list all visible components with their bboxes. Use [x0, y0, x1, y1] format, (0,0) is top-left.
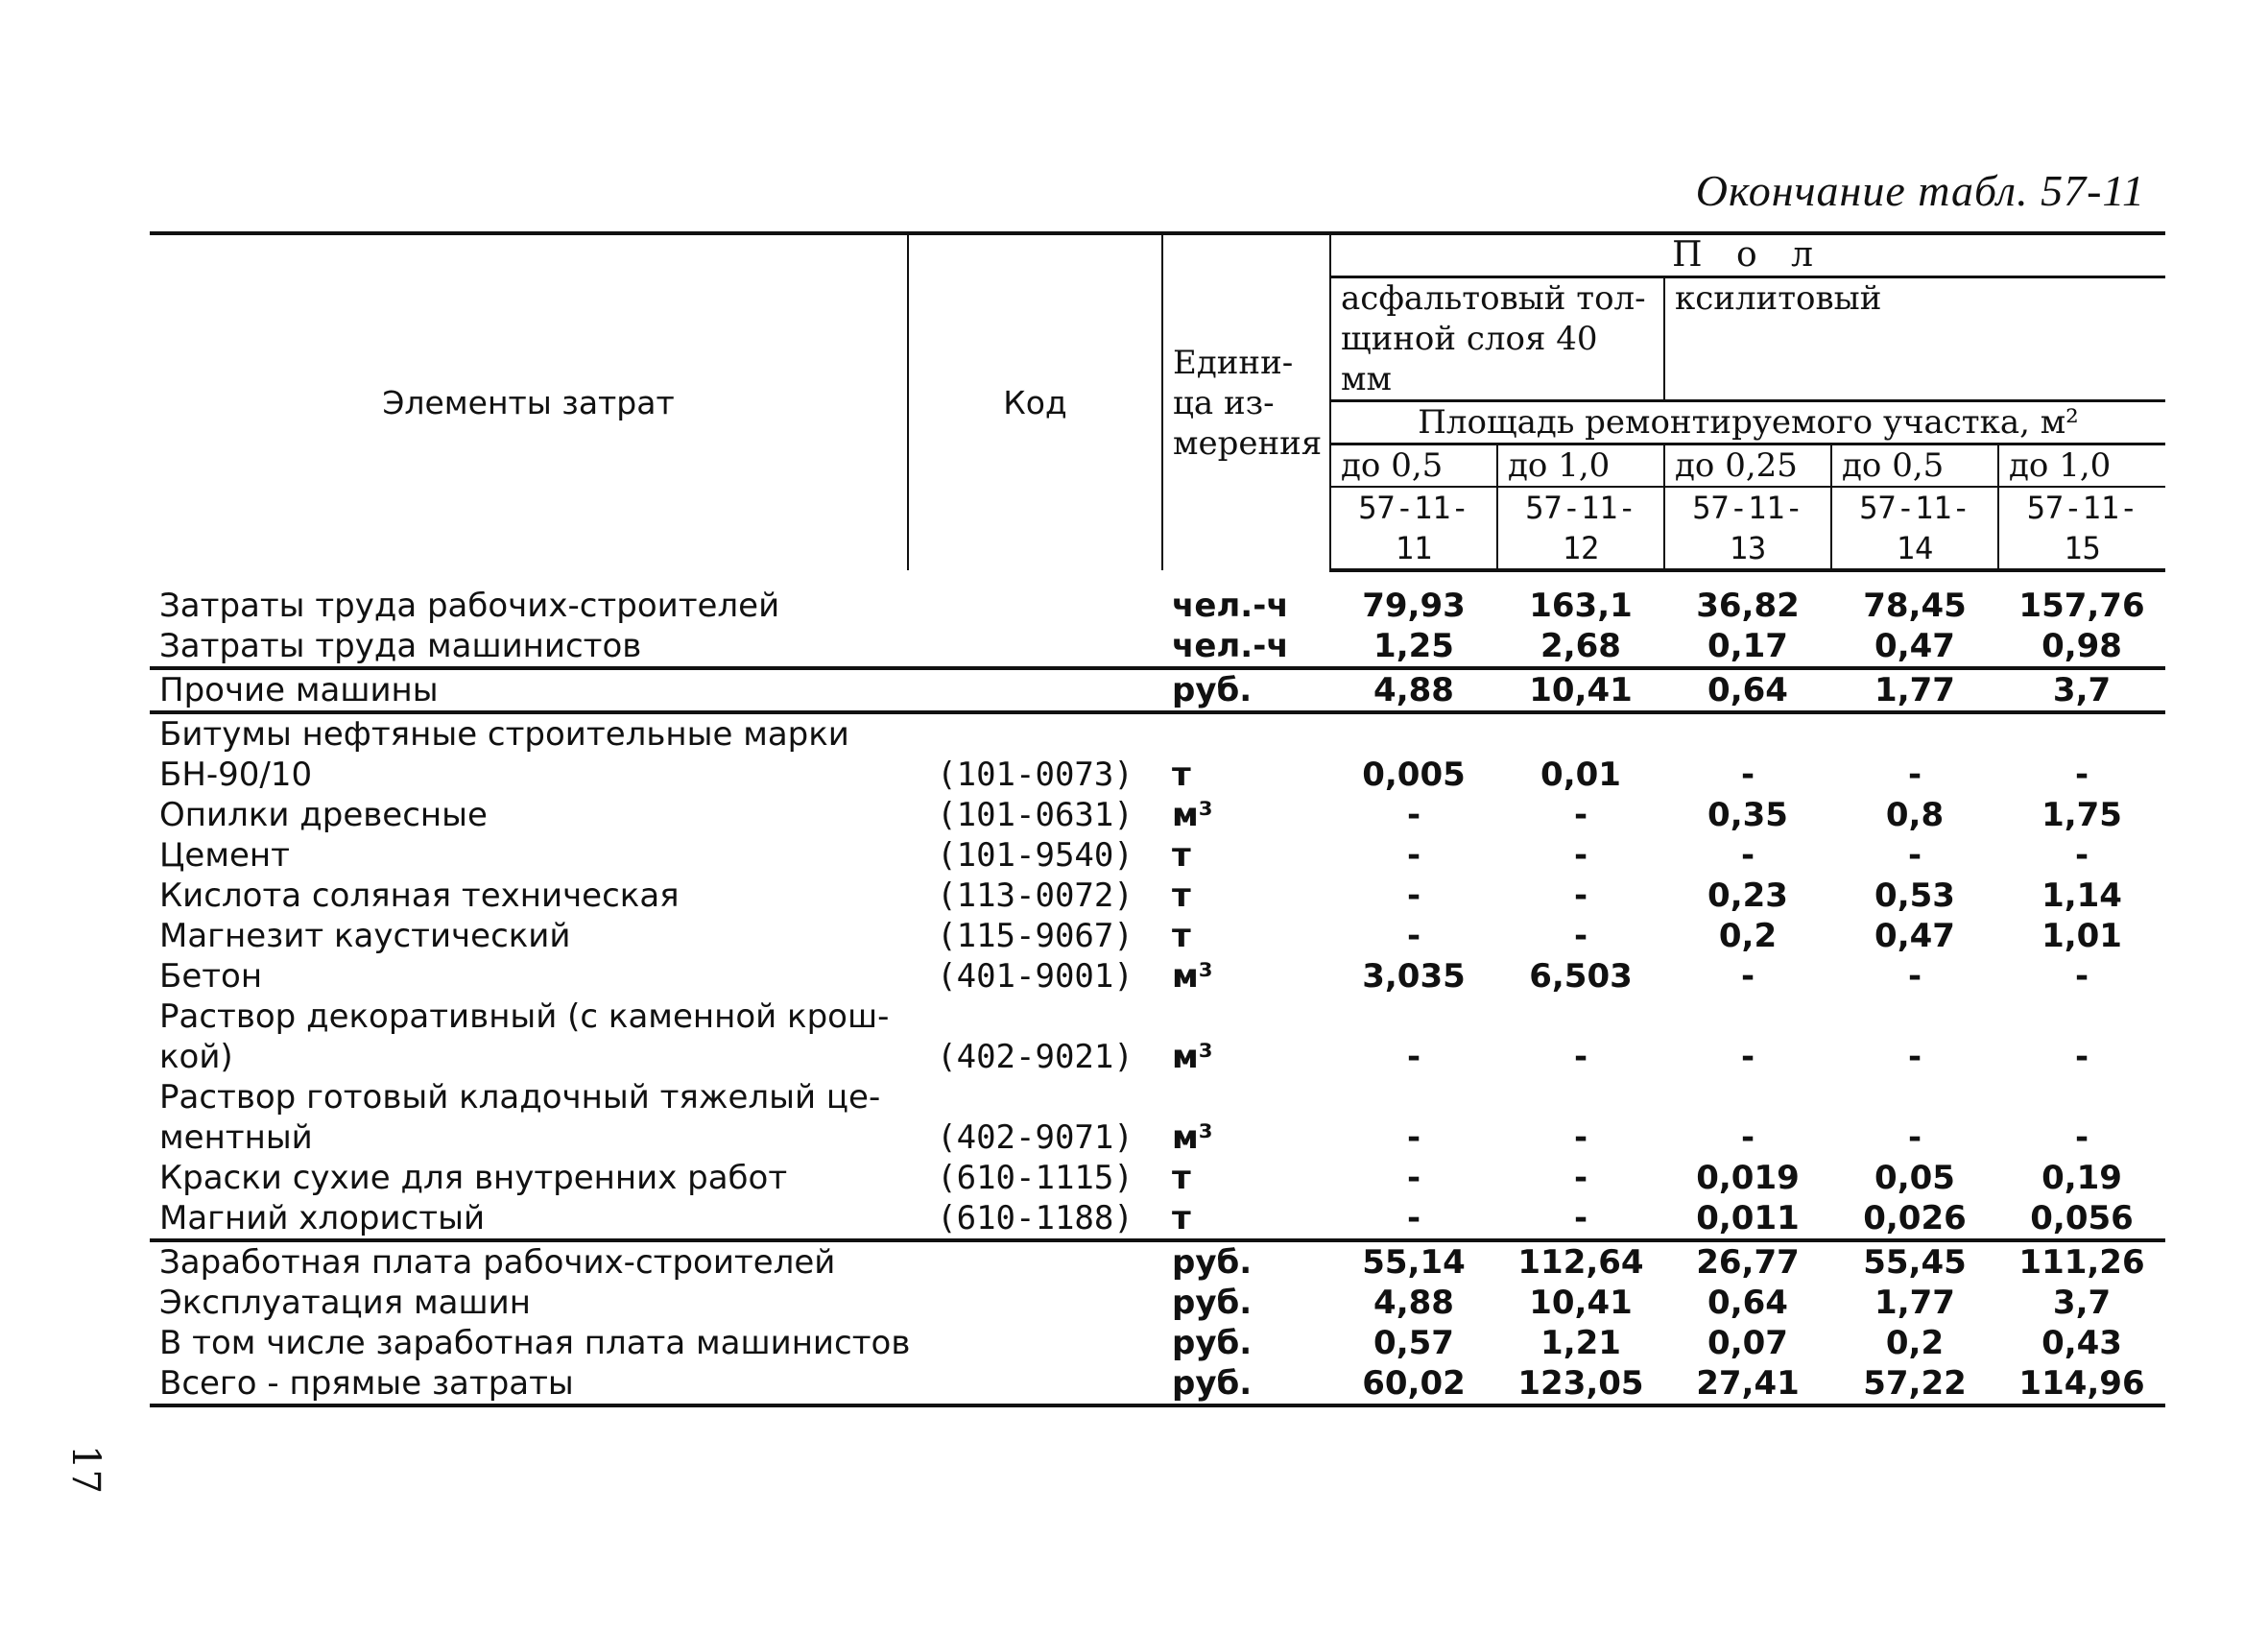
- row-value: 111,26: [2018, 1243, 2145, 1282]
- row-value: -: [2074, 1038, 2089, 1076]
- row-name: Краски сухие для внутренних работ: [159, 1159, 788, 1197]
- row-value: 0,53: [1874, 877, 1955, 915]
- header-limit: до 1,0: [1998, 444, 2165, 488]
- table-header: [150, 233, 2165, 570]
- row-value: -: [1406, 1159, 1421, 1197]
- row-value: -: [1907, 957, 1922, 996]
- row-value: -: [2074, 1118, 2089, 1157]
- table-caption: Окончание табл. 57-11: [1695, 166, 2145, 215]
- row-value: -: [1907, 756, 1922, 794]
- row-value: -: [1740, 756, 1755, 794]
- table-row: [150, 997, 2165, 1077]
- row-value: 0,47: [1874, 917, 1955, 955]
- row-value: 1,75: [2041, 796, 2122, 834]
- header-floor-xylolite: ксилитовый: [1664, 277, 2165, 401]
- header-floor-asphalt: [1330, 277, 1664, 401]
- row-code: [908, 668, 1162, 712]
- row-unit: т: [1162, 1198, 1330, 1240]
- table-row: [150, 876, 2165, 916]
- header-floor-line: щиной слоя 40 мм: [1341, 320, 1598, 398]
- row-name: Цемент: [159, 836, 290, 875]
- row-value: 26,77: [1696, 1243, 1800, 1282]
- row-value: -: [2074, 836, 2089, 875]
- cost-table: [150, 231, 2165, 1407]
- row-value: -: [1406, 1038, 1421, 1076]
- row-name-line: Битумы нефтяные строительные марки: [159, 715, 849, 754]
- row-value: 0,57: [1373, 1324, 1454, 1362]
- row-value: 0,17: [1664, 626, 1831, 668]
- row-code: (101-9540): [937, 836, 1134, 875]
- row-unit: т: [1172, 756, 1191, 794]
- row-value: 0,43: [2041, 1324, 2122, 1362]
- row-code: (402-9071): [937, 1118, 1134, 1157]
- row-unit: руб.: [1172, 1284, 1253, 1322]
- header-limit: до 0,5: [1330, 444, 1497, 488]
- row-value: -: [1907, 1118, 1922, 1157]
- row-value: 1,77: [1874, 1284, 1955, 1322]
- row-unit: руб.: [1162, 668, 1330, 712]
- row-code: (401-9001): [937, 957, 1134, 996]
- row-code: [908, 570, 1162, 626]
- row-value: 36,82: [1696, 587, 1800, 625]
- row-name-line: БН-90/10: [159, 756, 313, 794]
- row-value: -: [1740, 957, 1755, 996]
- row-value: -: [2074, 957, 2089, 996]
- row-name-line: ментный: [159, 1118, 313, 1157]
- row-name: Магнезит каустический: [159, 917, 571, 955]
- row-code: [908, 1363, 1162, 1405]
- row-value: -: [1406, 836, 1421, 875]
- row-value: 0,05: [1874, 1159, 1955, 1197]
- header-norm-code: 57-11-13: [1664, 487, 1831, 570]
- row-value: -: [1740, 1038, 1755, 1076]
- row-value: -: [1907, 836, 1922, 875]
- row-unit: чел.-ч: [1172, 587, 1289, 625]
- row-value: 0,01: [1540, 756, 1621, 794]
- row-value: -: [1573, 877, 1588, 915]
- row-unit: м³: [1172, 1118, 1213, 1157]
- row-name: Кислота соляная техническая: [159, 877, 680, 915]
- table-body: [150, 570, 2165, 1405]
- row-value: -: [1330, 1198, 1497, 1240]
- row-code: (101-0631): [937, 796, 1134, 834]
- row-code: (610-1115): [937, 1159, 1134, 1197]
- row-value: -: [1573, 917, 1588, 955]
- header-area: Площадь ремонтируемого участка, м²: [1330, 401, 2165, 444]
- header-norm-code: 57-11-15: [1998, 487, 2165, 570]
- header-limit: до 0,25: [1664, 444, 1831, 488]
- row-value: 0,07: [1707, 1324, 1788, 1362]
- row-name-line: кой): [159, 1038, 233, 1076]
- row-value: 27,41: [1664, 1363, 1831, 1405]
- row-code: [908, 1323, 1162, 1363]
- row-unit: т: [1172, 917, 1191, 955]
- row-unit: руб.: [1172, 1243, 1253, 1282]
- row-value: 1,21: [1540, 1324, 1621, 1362]
- row-value: 0,026: [1831, 1198, 1998, 1240]
- row-value: 0,005: [1362, 756, 1466, 794]
- table-row: [150, 1283, 2165, 1323]
- row-value: 4,88: [1330, 668, 1497, 712]
- table-row: [150, 712, 2165, 795]
- header-code: Код: [908, 233, 1162, 570]
- row-value: 0,19: [2041, 1159, 2122, 1197]
- row-value: 1,01: [2041, 917, 2122, 955]
- row-name: Бетон: [159, 957, 263, 996]
- table-row: [150, 795, 2165, 835]
- row-name: Затраты труда рабочих-строителей: [159, 587, 780, 625]
- row-name: Опилки древесные: [159, 796, 488, 834]
- row-value: 0,98: [1998, 626, 2165, 668]
- row-value: 60,02: [1330, 1363, 1497, 1405]
- row-value: 0,47: [1831, 626, 1998, 668]
- row-value: 10,41: [1497, 668, 1664, 712]
- header-unit-line: Едини-: [1173, 343, 1294, 382]
- header-pol: П о л: [1330, 233, 2165, 277]
- row-value: 0,64: [1664, 668, 1831, 712]
- row-code: (101-0073): [937, 756, 1134, 794]
- row-code: (115-9067): [937, 917, 1134, 955]
- row-value: 0,2: [1718, 917, 1778, 955]
- row-unit: руб.: [1172, 1324, 1253, 1362]
- row-value: 0,056: [1998, 1198, 2165, 1240]
- row-name: [150, 712, 908, 795]
- row-value: -: [2074, 756, 2089, 794]
- row-value: 157,76: [2018, 587, 2145, 625]
- row-value: 0,23: [1707, 877, 1788, 915]
- row-unit: м³: [1172, 957, 1213, 996]
- row-value: -: [1406, 917, 1421, 955]
- row-name: Магний хлористый: [150, 1198, 908, 1240]
- row-value: -: [1573, 836, 1588, 875]
- row-value: 1,77: [1831, 668, 1998, 712]
- row-name: Затраты труда машинистов: [150, 626, 908, 668]
- row-value: 10,41: [1529, 1284, 1633, 1322]
- header-floor-line: асфальтовый тол-: [1341, 279, 1646, 318]
- row-name: Заработная плата рабочих-строителей: [159, 1243, 836, 1282]
- row-value: 3,035: [1362, 957, 1466, 996]
- row-name-line: Раствор декоративный (с каменной крош-: [159, 997, 890, 1036]
- row-code: [908, 1283, 1162, 1323]
- row-value: 3,7: [2052, 1284, 2112, 1322]
- header-norm-code: 57-11-14: [1831, 487, 1998, 570]
- row-value: 78,45: [1863, 587, 1967, 625]
- table-row: [150, 956, 2165, 997]
- row-unit: чел.-ч: [1162, 626, 1330, 668]
- row-value: 1,25: [1330, 626, 1497, 668]
- row-value: 163,1: [1529, 587, 1633, 625]
- table-row: [150, 1323, 2165, 1363]
- row-value: 1,14: [2041, 877, 2122, 915]
- page-number: 17: [63, 1445, 107, 1494]
- table-row: [150, 570, 2165, 626]
- row-name: В том числе заработная плата машинистов: [159, 1324, 911, 1362]
- table-row: [150, 835, 2165, 876]
- row-value: 0,35: [1707, 796, 1788, 834]
- row-value: -: [1573, 1118, 1588, 1157]
- row-code: (402-9021): [937, 1038, 1134, 1076]
- row-unit: т: [1172, 1159, 1191, 1197]
- header-elements: Элементы затрат: [150, 233, 908, 570]
- table-row: [150, 668, 2165, 712]
- header-limit: до 0,5: [1831, 444, 1998, 488]
- row-value: 0,011: [1664, 1198, 1831, 1240]
- table-row: [150, 1198, 2165, 1240]
- header-limit: до 1,0: [1497, 444, 1664, 488]
- row-value: -: [1406, 1118, 1421, 1157]
- row-value: -: [1573, 1159, 1588, 1197]
- row-value: 55,45: [1863, 1243, 1967, 1282]
- row-value: 55,14: [1362, 1243, 1466, 1282]
- row-name: [150, 1077, 908, 1158]
- row-unit: м³: [1172, 796, 1213, 834]
- row-value: 57,22: [1831, 1363, 1998, 1405]
- table-row: [150, 1363, 2165, 1405]
- row-value: -: [1740, 1118, 1755, 1157]
- table-row: [150, 626, 2165, 668]
- row-value: 112,64: [1517, 1243, 1644, 1282]
- row-value: 6,503: [1529, 957, 1633, 996]
- row-value: 2,68: [1497, 626, 1664, 668]
- row-value: -: [1740, 836, 1755, 875]
- row-value: 0,2: [1885, 1324, 1945, 1362]
- row-name: Прочие машины: [150, 668, 908, 712]
- row-code: (113-0072): [937, 877, 1134, 915]
- header-unit-line: мерения: [1173, 423, 1323, 463]
- row-value: 123,05: [1497, 1363, 1664, 1405]
- row-value: 4,88: [1373, 1284, 1454, 1322]
- header-unit-line: ца из-: [1173, 383, 1275, 422]
- row-unit: м³: [1172, 1038, 1213, 1076]
- table-row: [150, 1077, 2165, 1158]
- row-name-line: Раствор готовый кладочный тяжелый це-: [159, 1078, 881, 1117]
- row-value: 3,7: [1998, 668, 2165, 712]
- row-value: 0,64: [1707, 1284, 1788, 1322]
- row-value: 0,8: [1885, 796, 1945, 834]
- row-code: [908, 1240, 1162, 1283]
- row-value: -: [1573, 796, 1588, 834]
- row-value: -: [1573, 1038, 1588, 1076]
- row-value: 0,019: [1696, 1159, 1800, 1197]
- row-code: [908, 626, 1162, 668]
- table-row: [150, 1240, 2165, 1283]
- table-row: [150, 1158, 2165, 1198]
- row-name: Эксплуатация машин: [159, 1284, 531, 1322]
- row-value: -: [1497, 1198, 1664, 1240]
- row-value: -: [1907, 1038, 1922, 1076]
- row-value: 114,96: [1998, 1363, 2165, 1405]
- row-unit: т: [1172, 836, 1191, 875]
- row-value: 79,93: [1362, 587, 1466, 625]
- row-unit: т: [1172, 877, 1191, 915]
- row-value: -: [1406, 877, 1421, 915]
- header-unit: [1162, 233, 1330, 570]
- row-name: Всего - прямые затраты: [150, 1363, 908, 1405]
- row-unit: руб.: [1162, 1363, 1330, 1405]
- row-value: -: [1406, 796, 1421, 834]
- table-row: [150, 916, 2165, 956]
- row-code: (610-1188): [908, 1198, 1162, 1240]
- header-norm-code: 57-11-12: [1497, 487, 1664, 570]
- header-norm-code: 57-11-11: [1330, 487, 1497, 570]
- row-name: [150, 997, 908, 1077]
